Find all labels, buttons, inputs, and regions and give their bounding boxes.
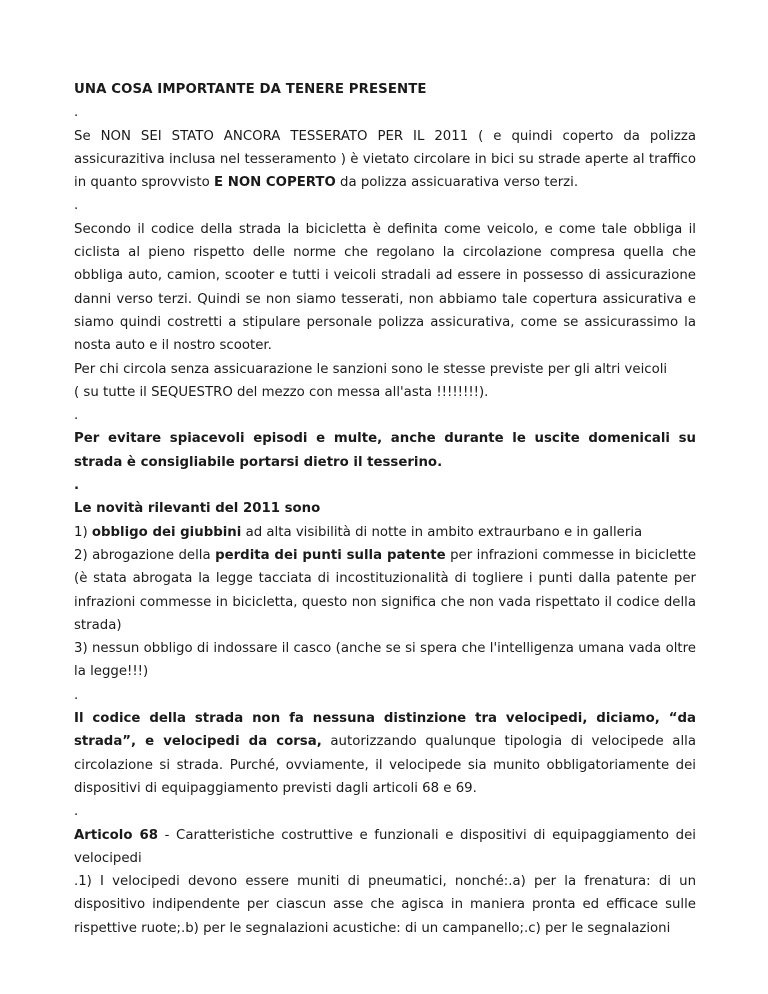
emphasis-non-coperto: E NON COPERTO <box>213 175 336 191</box>
novita-heading <box>74 497 696 520</box>
novita-item-2-rest: per infrazioni commesse in biciclette (è stata abrogata la legge tacciata di incostituzionalità di togliere i punti dalla patente per infrazioni commesse in bicicletta, questo non significa che non vada rispettato il codice della strada) <box>74 547 696 633</box>
paragraph-sanzioni-line-2: ( su tutte il SEQUESTRO del mezzo con messa all'asta !!!!!!!!). <box>74 384 489 400</box>
velocipedi-rest-text: autorizzando qualunque tipologia di velocipede alla circolazione si strada. Purché, ovviamente, il velocipede sia munito obbligatoriamente dei dispositivi di equipaggiamento previsti dagli articoli 68 e 69. <box>74 734 696 796</box>
novita-item-2 <box>74 544 696 637</box>
articolo-68-heading <box>74 824 696 871</box>
separator-dot: . <box>74 198 79 214</box>
document-title: UNA COSA IMPORTANTE DA TENERE PRESENTE <box>74 82 427 97</box>
paragraph-sanzioni-line-1: Per chi circola senza assicuarazione le sanzioni sono le stesse previste per gli altri veicoli <box>74 361 668 377</box>
separator-dot: . <box>74 408 79 424</box>
novita-heading-text: Le novità rilevanti del 2011 sono <box>74 501 321 517</box>
velocipedi-bold-text: Il codice della strada non fa nessuna distinzione tra velocipedi, diciamo, “da strada”, e velocipedi da corsa, <box>74 711 696 750</box>
paragraph-velocipedi <box>74 707 696 800</box>
paragraph-tesserato-text: Se NON SEI STATO ANCORA TESSERATO PER IL 2011 ( e quindi coperto da polizza assicurazitiva inclusa nel tesseramento ) è vietato circolare in bici su strade aperte al traffico in quanto sprovvisto <box>74 128 696 191</box>
paragraph-codice-strada: Secondo il codice della strada la bicicletta è definita come veicolo, e come tale obbliga il ciclista al pieno rispetto delle norme che regolano la circolazione compresa quella che obbliga auto, camion, scooter e tutti i veicoli stradali ad essere in possesso di assicurazione danni verso terzi. Quindi se non siamo tesserati, non abbiamo tale copertura assicurativa e siamo quindi costretti a stipulare personale polizza assicurativa, come se assicurassimo la nosta auto e il nostro scooter. <box>74 221 696 354</box>
separator-dot: . <box>74 687 79 703</box>
paragraph-tesserato <box>74 125 696 195</box>
novita-item-3: 3) nessun obbligo di indossare il casco (anche se si spera che l'intelligenza umana vada oltre la legge!!!) <box>74 641 696 680</box>
novita-item-1-rest: ad alta visibilità di notte in ambito extraurbano e in galleria <box>241 524 643 540</box>
separator-dot: . <box>74 105 79 121</box>
novita-item-1-bold: obbligo dei giubbini <box>91 524 242 540</box>
novita-item-2-bold: perdita dei punti sulla patente <box>215 547 446 563</box>
consiglio-bold-text: Per evitare spiacevoli episodi e multe, anche durante le uscite domenicali su strada è consigliabile portarsi dietro il tesserino. <box>74 431 696 470</box>
articolo-68-body: .1) I velocipedi devono essere muniti di pneumatici, nonché:.a) per la frenatura: di un dispositivo indipendente per ciascun asse che agisca in maniera pronta ed efficace sulle rispettive ruote;.b) per le segnalazioni acustiche: di un campanello;.c) per le segnalazioni <box>74 874 696 936</box>
novita-item-1 <box>74 521 696 544</box>
paragraph-consiglio <box>74 427 696 474</box>
articolo-68-title: - Caratteristiche costruttive e funzionali e dispositivi di equipaggiamento dei velocipedi <box>74 827 696 866</box>
separator-dot: . <box>74 804 79 820</box>
novita-item-1-num: 1) <box>74 524 92 540</box>
articolo-68-label: Articolo 68 <box>74 827 158 843</box>
separator-dot: . <box>74 478 80 494</box>
document-page <box>74 78 696 940</box>
novita-item-2-num: 2) abrogazione della <box>74 547 216 563</box>
paragraph-tesserato-end: da polizza assicuarativa verso terzi. <box>335 175 579 191</box>
